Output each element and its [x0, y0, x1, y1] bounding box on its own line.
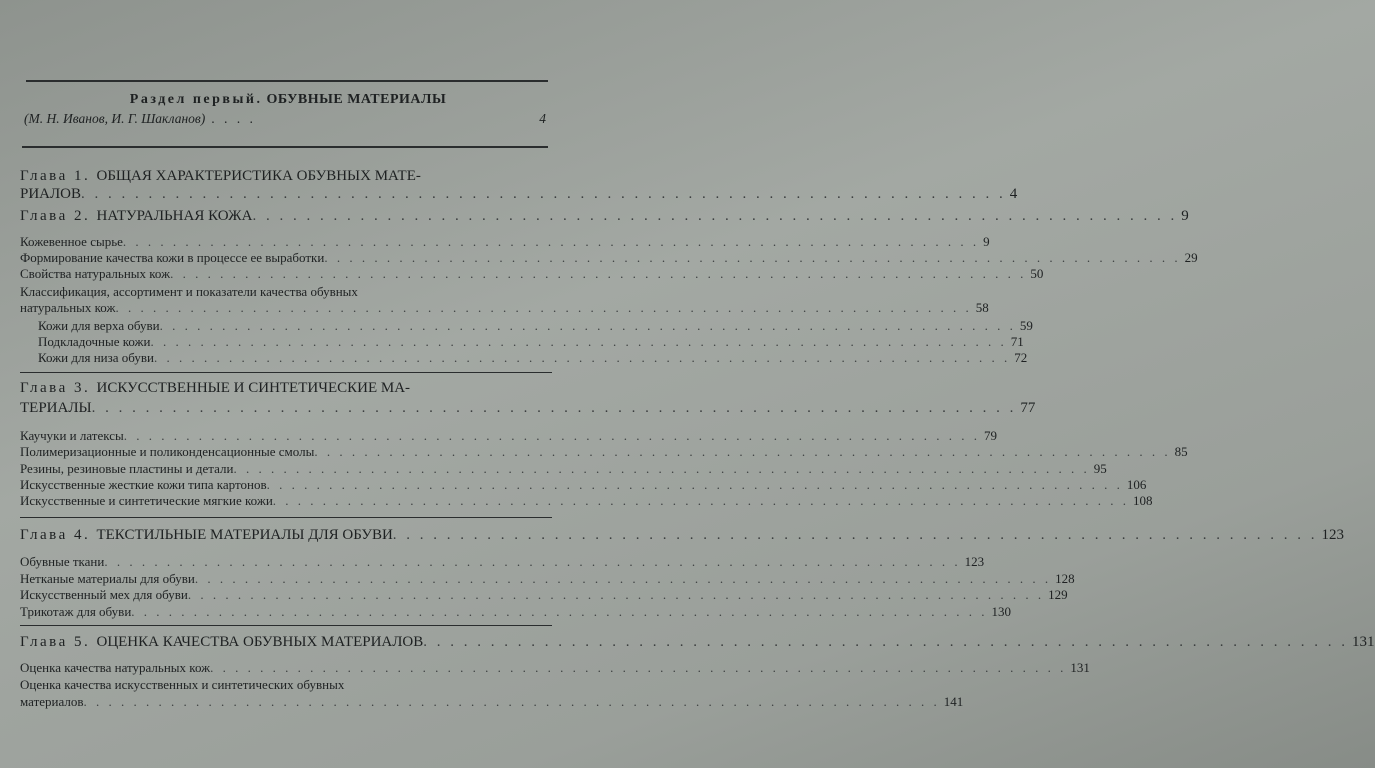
- toc-entry-text: Кожи для низа обуви: [38, 350, 155, 365]
- leader-dots: [233, 461, 1089, 477]
- page-number: 85: [1174, 444, 1188, 459]
- toc-entry-title: [20, 444, 314, 460]
- leader-dots: [188, 587, 1044, 603]
- toc-entry-text: ОБЩАЯ ХАРАКТЕРИСТИКА ОБУВНЫХ МАТЕ-: [96, 168, 421, 184]
- toc-entry-title: [20, 208, 252, 225]
- toc-section-line: [20, 250, 1198, 266]
- toc-entry-title: [20, 428, 124, 444]
- toc-chapter-line: [20, 186, 1018, 203]
- toc-entry-text: Искусственные жесткие кожи типа картонов: [20, 477, 267, 492]
- page-number: 108: [1133, 493, 1153, 508]
- chapter-label: Глава 3.: [20, 380, 97, 396]
- toc-entry-title: [20, 604, 131, 620]
- page-number: 141: [943, 694, 964, 709]
- divider-ch5: [20, 625, 552, 626]
- top-rule: [26, 80, 548, 82]
- toc-entry-title: [20, 554, 104, 570]
- leader-dots: [154, 350, 1010, 366]
- divider-ch3: [20, 372, 552, 373]
- leader-dots: [210, 660, 1066, 676]
- toc-subsection-line: [38, 334, 1024, 350]
- page-number: 106: [1126, 477, 1147, 492]
- toc-entry-text: Обувные ткани: [20, 554, 105, 569]
- toc-entry-title: [38, 350, 154, 366]
- toc-section-line: [20, 571, 1075, 587]
- toc-section-line: [20, 234, 990, 250]
- toc-section-line: [20, 554, 985, 570]
- toc-chapter-line: [20, 400, 1036, 417]
- leader-dots: [123, 234, 979, 250]
- toc-entry-text: Оценка качества натуральных кож: [20, 660, 211, 675]
- page-number: 95: [1093, 461, 1107, 476]
- leader-dots: [115, 300, 971, 316]
- leader-dots: [124, 428, 980, 444]
- toc-section-line: [20, 587, 1068, 603]
- toc-entry-text: Трикотаж для обуви: [20, 604, 132, 619]
- toc-entry-title: [20, 477, 267, 493]
- chapter-label: Глава 4.: [20, 527, 97, 543]
- toc-chapter-line: [20, 208, 1189, 225]
- section-title: ОБУВНЫЕ МАТЕРИАЛЫ: [266, 92, 447, 107]
- toc-entry-text: ИСКУССТВЕННЫЕ И СИНТЕТИЧЕСКИЕ МА-: [96, 380, 411, 396]
- toc-section-line: [20, 284, 552, 300]
- toc-subsection-line: [38, 318, 1033, 334]
- page-number: 50: [1030, 266, 1044, 281]
- page-number: 123: [1321, 527, 1345, 543]
- toc-entry-title: [20, 461, 233, 477]
- page-number: 128: [1055, 571, 1075, 586]
- leader-dots: [273, 493, 1129, 509]
- toc-section-line: [20, 604, 1012, 620]
- page-number: 72: [1014, 350, 1028, 365]
- leader-dots: [160, 318, 1016, 334]
- toc-entry-title: [20, 250, 324, 266]
- toc-entry-title: [20, 168, 421, 185]
- page-number: 29: [1184, 250, 1198, 265]
- chapter-label: Глава 2.: [20, 208, 97, 224]
- leader-dots: [423, 634, 1348, 651]
- toc-chapter-line: [20, 380, 552, 397]
- toc-entry-text: Свойства натуральных кож: [20, 266, 171, 281]
- toc-entry-text: Резины, резиновые пластины и детали: [20, 461, 234, 476]
- leader-dots: [151, 334, 1007, 350]
- toc-chapter-line: [20, 634, 1375, 651]
- page-number: 129: [1048, 587, 1068, 602]
- toc-entry-title: [20, 587, 188, 603]
- toc-entry-title: [38, 334, 151, 350]
- toc-entry-text: ОЦЕНКА КАЧЕСТВА ОБУВНЫХ МАТЕРИАЛОВ: [96, 634, 424, 650]
- toc-section-line: [20, 694, 964, 710]
- leader-dots: [92, 400, 1017, 417]
- leader-dots: [393, 527, 1318, 544]
- toc-entry-text: натуральных кож: [20, 300, 116, 315]
- page-number: 131: [1352, 634, 1375, 650]
- toc-entry-text: Каучуки и латексы: [20, 428, 124, 443]
- leader-dots: [267, 477, 1123, 493]
- toc-section-line: [20, 461, 1107, 477]
- page-number: 79: [984, 428, 997, 443]
- toc-section-line: [20, 444, 1188, 460]
- toc-entry-title: [38, 318, 160, 334]
- authors-text: (М. Н. Иванов, И. Г. Шакланов): [24, 111, 206, 126]
- toc-entry-title: [20, 400, 92, 417]
- page-number: 71: [1010, 334, 1024, 349]
- leader-dots: [81, 186, 1006, 203]
- toc-entry-text: Полимеризационные и поликонденсационные смолы: [20, 444, 315, 459]
- toc-entry-text: РИАЛОВ: [20, 186, 82, 202]
- chapter-label: Глава 1.: [20, 168, 97, 184]
- toc-section-line: [20, 266, 1044, 282]
- toc-entry-title: [20, 571, 195, 587]
- section-rule: [22, 146, 548, 148]
- toc-section-line: [20, 477, 1147, 493]
- page-number: 131: [1070, 660, 1090, 675]
- toc-entry-text: Кожи для верха обуви: [38, 318, 160, 333]
- toc-entry-title: [20, 493, 273, 509]
- toc-entry-title: [20, 284, 358, 300]
- page-number: 4: [1009, 186, 1018, 202]
- page-number: 9: [983, 234, 990, 249]
- section-authors: [24, 111, 546, 127]
- leader-dots: [84, 694, 940, 710]
- toc-entry-text: материалов: [20, 694, 84, 709]
- toc-entry-text: Подкладочные кожи: [38, 334, 151, 349]
- leader-dots: [104, 554, 960, 570]
- toc-entry-text: Искусственный мех для обуви: [20, 587, 188, 602]
- toc-entry-text: Формирование качества кожи в процессе ее выработки: [20, 250, 325, 265]
- toc-entry-title: [20, 634, 423, 651]
- leader-dots: [131, 604, 987, 620]
- authors-page: 4: [539, 111, 546, 126]
- toc-entry-text: НАТУРАЛЬНАЯ КОЖА: [96, 208, 253, 224]
- divider-ch4: [20, 517, 552, 518]
- toc-section-line: [20, 493, 1153, 509]
- leader-dots: [324, 250, 1180, 266]
- leader-dots: [170, 266, 1026, 282]
- authors-dots: . . . .: [205, 111, 257, 126]
- toc-section-line: [20, 300, 989, 316]
- toc-section-line: [20, 428, 997, 444]
- toc-entry-title: [20, 300, 115, 316]
- toc-chapter-line: [20, 527, 1345, 544]
- page-number: 130: [991, 604, 1012, 619]
- page-number: 77: [1020, 400, 1036, 416]
- toc-entry-title: [20, 186, 81, 203]
- leader-dots: [195, 571, 1051, 587]
- toc-section-line: [20, 677, 552, 693]
- chapter-label: Глава 5.: [20, 634, 97, 650]
- toc-entry-title: [20, 266, 170, 282]
- toc-section-line: [20, 660, 1090, 676]
- toc-entry-text: Кожевенное сырье: [20, 234, 123, 249]
- toc-entry-title: [20, 694, 84, 710]
- page-number: 9: [1181, 208, 1189, 224]
- toc-entry-text: Нетканые материалы для обуви: [20, 571, 195, 586]
- toc-entry-text: Классификация, ассортимент и показатели качества обувных: [20, 284, 358, 299]
- toc-entry-text: ТЕРИАЛЫ: [20, 400, 92, 416]
- page-number: 59: [1019, 318, 1033, 333]
- toc-entry-text: Оценка качества искусственных и синтетических обувных: [20, 677, 345, 692]
- section-label: Раздел первый.: [129, 92, 263, 107]
- leader-dots: [314, 444, 1170, 460]
- page-number: 58: [975, 300, 989, 315]
- toc-entry-title: [20, 660, 210, 676]
- toc-entry-text: ТЕКСТИЛЬНЫЕ МАТЕРИАЛЫ ДЛЯ ОБУВИ: [96, 527, 393, 543]
- toc-entry-title: [20, 677, 344, 693]
- toc-entry-title: [20, 234, 123, 250]
- leader-dots: [252, 208, 1177, 225]
- toc-chapter-line: [20, 168, 552, 185]
- section-heading: [0, 92, 576, 108]
- toc-entry-text: Искусственные и синтетические мягкие кожи: [20, 493, 273, 508]
- toc-entry-title: [20, 527, 393, 544]
- toc-subsection-line: [38, 350, 1028, 366]
- page-number: 123: [964, 554, 985, 569]
- toc-entry-title: [20, 380, 410, 397]
